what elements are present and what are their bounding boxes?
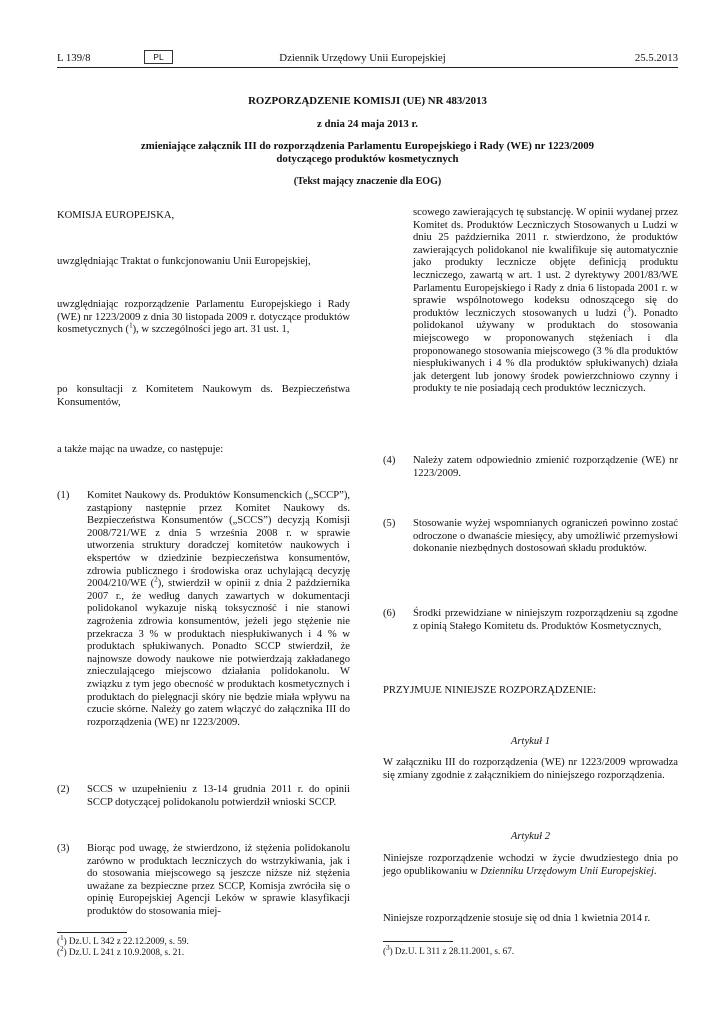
citation-consultation: po konsultacji z Komitetem Naukowym ds. Bezpieczeństwa Konsumentów, xyxy=(57,384,350,408)
footnote-ref-1: 1 xyxy=(129,321,133,330)
commission-heading: KOMISJA EUROPEJSKA, xyxy=(57,210,175,221)
journal-title: Dziennik Urzędowy Unii Europejskiej xyxy=(279,52,446,64)
recital-1: Komitet Naukowy ds. Produktów Konsumenckich („SCCP”), zastąpiony następnie przez Komitet Naukowy ds. Bezpieczeństwa Konsumentów („SCCS”) decyzją Komisji 2008/721/WE z dnia 5 września 2008 r. w sprawie utworzenia struktury doradczej komitetów naukowych i ekspertów w dziedzinie bezpieczeństwa konsumentów, zdrowia publicznego i środowiska oraz uchylającą decyzję 2004/210/WE ($^2$), stwierdził w opinii z dnia 2 października 2007 r., że według danych zawartych w dokumentacji polidokanol wykazuje niską toksyczność i nie stanowi zagrożenia zdrowia konsumentów, jeżeli jego stężenie nie przekracza 3 % w produktach niespłukiwanych i 4 % w produktach spłukiwanych. Ponadto SCCP stwierdził, że najnowsze dowody naukowe nie potwierdzają zakładanego znieczulającego miejscowo działania polidokanolu. W związku z tym jego obecność w produktach kosmetycznych i produktach do pielęgnacji skóry nie będzie miała wpływu na czucie skórne. Należy go zatem włączyć do załącznika III do rozporządzenia (WE) nr 1223/2009. xyxy=(87,490,350,728)
recital-5: Stosowanie wyżej wspomnianych ograniczeń powinno zostać odroczone o dwanaście miesięcy, aby umożliwić przemysłowi dokonanie niezbędnych dostosowań składu produktów. xyxy=(413,518,678,555)
footnote-3: ($^3$) Dz.U. L 311 z 28.11.2001, s. 67. xyxy=(383,943,515,956)
article-2-text: Niniejsze rozporządzenie wchodzi w życie dwudziestego dnia po jego opublikowaniu w Dzienniku Urzędowym Unii Europejskiej. xyxy=(383,853,678,877)
footnote-2: ($^2$) Dz.U. L 241 z 10.9.2008, s. 21. xyxy=(57,944,185,957)
publication-date: 25.5.2013 xyxy=(634,52,678,64)
citation-treaty: uwzględniając Traktat o funkcjonowaniu Unii Europejskiej, xyxy=(57,256,311,267)
footnote-1: ($^1$) Dz.U. L 342 z 22.12.2009, s. 59. xyxy=(57,933,189,946)
regulation-title: ROZPORZĄDZENIE KOMISJI (UE) NR 483/2013 xyxy=(248,95,487,107)
eea-relevance: (Tekst mający znaczenie dla EOG) xyxy=(293,176,442,187)
page-reference: L 139/8 xyxy=(57,52,91,64)
recital-1-number: (1) xyxy=(57,490,70,501)
recital-3-number: (3) xyxy=(57,843,70,854)
footnote-ref-2: 2 xyxy=(154,575,158,584)
recital-5-number: (5) xyxy=(383,518,396,529)
recital-6-number: (6) xyxy=(383,608,396,619)
adoption-formula: PRZYJMUJE NINIEJSZE ROZPORZĄDZENIE: xyxy=(383,685,597,696)
regulation-date: z dnia 24 maja 2013 r. xyxy=(317,118,418,130)
recital-4-number: (4) xyxy=(383,455,396,466)
footnote-rule-right xyxy=(383,941,453,942)
citation-regulation: uwzględniając rozporządzenie Parlamentu Europejskiego i Rady (WE) nr 1223/2009 z dnia 30 listopada 2009 r. dotyczące produktów kosmetycznych ($^1$), w szczególności jego art. 31 ust. 1, xyxy=(57,299,350,336)
article-2-heading: Artykuł 2 xyxy=(510,831,551,842)
recital-6: Środki przewidziane w niniejszym rozporządzeniu są zgodne z opinią Stałego Komitetu ds. Produktów Kosmetycznych, xyxy=(413,608,678,632)
recital-2-number: (2) xyxy=(57,784,70,795)
recital-3: Biorąc pod uwagę, że stwierdzono, iż stężenia polidokanolu zarówno w produktach leczniczych do wstrzykiwania, jak i do stosowania miejscowego są jeszcze niższe niż stężenia uważane za bezpieczne przez SCCP, Komisja zwróciła się o opinię Europejskiej Agencji Leków w sprawie klasyfikacji produktów do stosowania miej- xyxy=(87,843,350,917)
footnote-ref-3: 3 xyxy=(626,305,631,314)
header-rule xyxy=(57,67,678,68)
recital-3-continued: scowego zawierających tę substancję. W opinii wydanej przez Komitet ds. Produktów Leczniczych Stosowanych u Ludzi w dniu 25 października 2011 r. stwierdzono, że produktów zawierających polidokanol nie kwalifikuje się automatycznie jako produkty lecznicze objęte definicją produktu leczniczego, zawartą w art. 1 ust. 2 dyrektywy 2001/83/WE Parlamentu Europejskiego i Rady z dnia 6 listopada 2001 r. w sprawie wspólnotowego kodeksu odnoszącego się do produktów leczniczych stosowanych u ludzi ($^3$). Ponadto polidokanol używany w produktach do stosowania miejscowego w proponowanych stężeniach i dla proponowanego stosowania miejscowego (3 % dla produktów niespłukiwanych i 4 % dla produktów spłukiwanych) działa jak detergent lub jonowy środek powierzchniowo czynny i produkty te nie posiadają cech produktów leczniczych. xyxy=(413,207,678,395)
article-1-heading: Artykuł 1 xyxy=(510,736,551,747)
language-badge: PL xyxy=(144,50,173,64)
article-2-application: Niniejsze rozporządzenie stosuje się od dnia 1 kwietnia 2014 r. xyxy=(383,913,651,924)
recitals-intro: a także mając na uwadze, co następuje: xyxy=(57,444,224,455)
regulation-subject-line1: zmieniające załącznik III do rozporządzenia Parlamentu Europejskiego i Rady (WE) nr 1223/2009 xyxy=(140,140,595,152)
recital-4: Należy zatem odpowiednio zmienić rozporządzenie (WE) nr 1223/2009. xyxy=(413,455,678,479)
recital-2: SCCS w uzupełnieniu z 13-14 grudnia 2011 r. do opinii SCCP dotyczącej polidokanolu potwierdził wnioski SCCP. xyxy=(87,784,350,808)
article-1-text: W załączniku III do rozporządzenia (WE) nr 1223/2009 wprowadza się zmiany zgodnie z załącznikiem do niniejszego rozporządzenia. xyxy=(383,757,678,781)
footnote-rule-left xyxy=(57,932,127,933)
regulation-subject-line2: dotyczącego produktów kosmetycznych xyxy=(276,153,459,165)
